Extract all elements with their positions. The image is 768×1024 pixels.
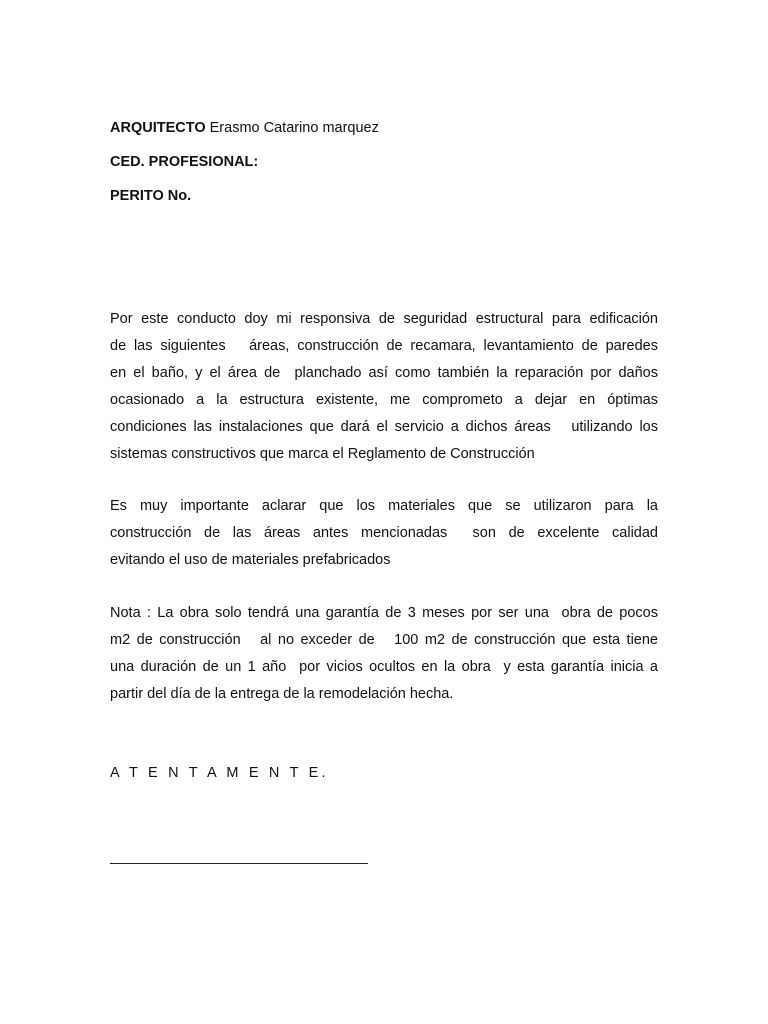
- paragraph-line: una duración de un 1 año por vicios ocultos en la obra y esta garantía inicia a: [110, 659, 658, 675]
- paragraph-line: de las siguientes áreas, construcción de recamara, levantamiento de paredes: [110, 338, 658, 354]
- paragraph-line: Es muy importante aclarar que los materiales que se utilizaron para la: [110, 498, 658, 514]
- paragraph-line: construcción de las áreas antes mencionadas son de excelente calidad: [110, 525, 658, 541]
- paragraph-line: ocasionado a la estructura existente, me comprometo a dejar en óptimas: [110, 392, 658, 408]
- paragraph-materiales: [110, 497, 658, 578]
- paragraph-line: Nota : La obra solo tendrá una garantía de 3 meses por ser una obra de pocos: [110, 605, 658, 621]
- paragraph-responsiva: [110, 310, 658, 472]
- paragraph-line: m2 de construcción al no exceder de 100 m2 de construcción que esta tiene: [110, 632, 658, 648]
- architect-name: Erasmo Catarino marquez: [209, 120, 379, 136]
- paragraph-line: partir del día de la entrega de la remodelación hecha.: [110, 686, 454, 702]
- architect-line: [110, 119, 379, 137]
- paragraph-line: condiciones las instalaciones que dará el servicio a dichos áreas utilizando los: [110, 419, 658, 435]
- paragraph-nota: [110, 604, 658, 712]
- paragraph-line: evitando el uso de materiales prefabricados: [110, 552, 391, 568]
- signature-line: [110, 863, 368, 864]
- ced-profesional-label: CED. PROFESIONAL:: [110, 154, 259, 170]
- perito-label: PERITO No.: [110, 188, 192, 204]
- paragraph-line: sistemas constructivos que marca el Reglamento de Construcción: [110, 446, 535, 462]
- architect-label: ARQUITECTO: [110, 120, 206, 136]
- paragraph-line: en el baño, y el área de planchado así como también la reparación por daños: [110, 365, 658, 381]
- closing-atentamente: A T E N T A M E N T E.: [110, 765, 329, 781]
- paragraph-line: Por este conducto doy mi responsiva de seguridad estructural para edificación: [110, 311, 658, 327]
